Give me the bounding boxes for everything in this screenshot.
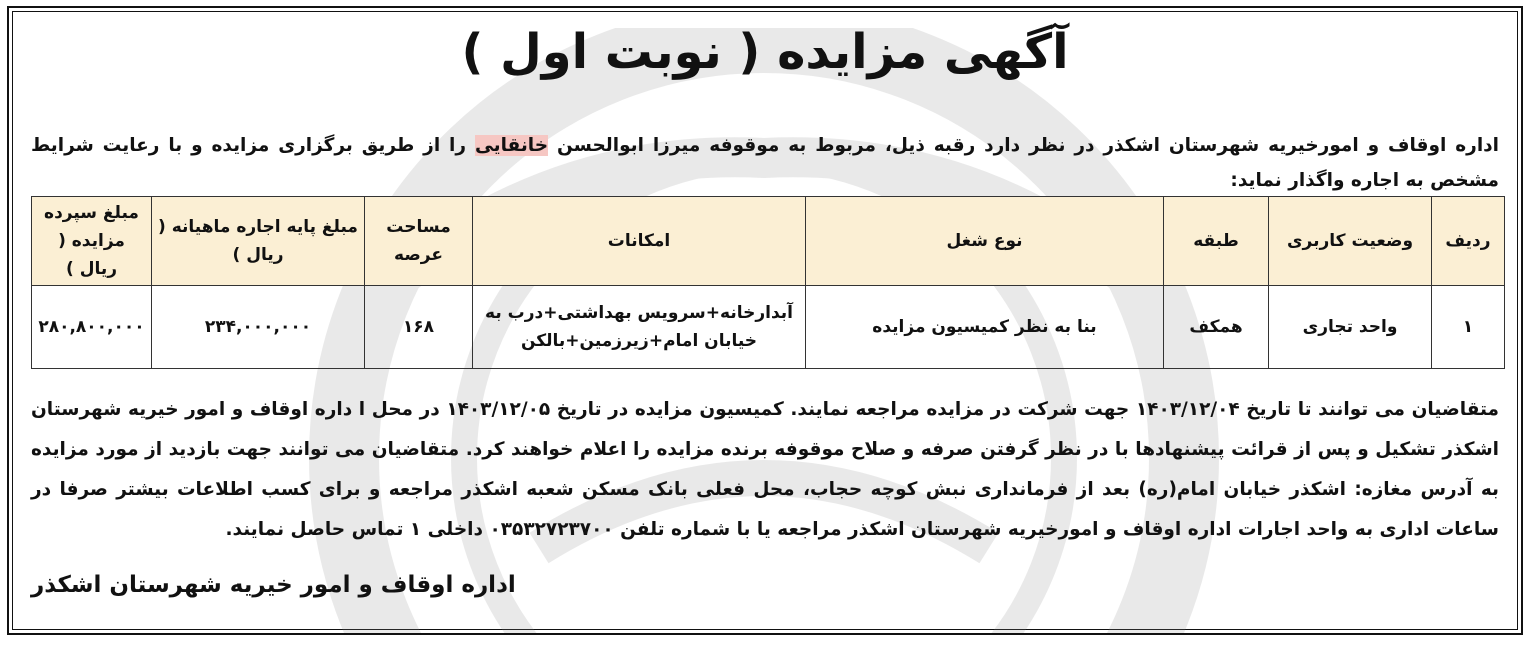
header-area: مساحت عرصه bbox=[365, 197, 473, 286]
cell-base-rent: ۲۳۴,۰۰۰,۰۰۰ bbox=[152, 286, 365, 369]
intro-text-part1: اداره اوقاف و امورخیریه شهرستان اشکذر در نظر دارد رقبه ذیل، مربوط به موقوفه میرزا ابوالحسن bbox=[556, 135, 1499, 156]
header-deposit: مبلغ سپرده مزایده ( ریال ) bbox=[32, 197, 152, 286]
notice-body: متقاضیان می توانند تا تاریخ ۱۴۰۳/۱۲/۰۴ جهت شرکت در مزایده مراجعه نمایند. کمیسیون مزایده در تاریخ ۱۴۰۳/۱۲/۰۵ در محل ا داره اوقاف و امور خیریه شهرستان اشکذر تشکیل و پس از قرائت پیشنهادها با در نظر گرفتن صرفه و صلاح موقوفه برنده مزایده را اعلام خواهند کرد. متقاضیان می توانند جهت بازدید از مورد مزایده به آدرس مغازه: اشکذر خیابان امام(ره) بعد از فرمانداری نبش کوچه حجاب، محل فعلی بانک مسکن شعبه اشکذر مراجعه و برای کسب اطلاعات بیشتر صرفا در ساعات اداری به واحد اجارات اداره اوقاف و امورخیریه شهرستان اشکذر مراجعه یا با شماره تلفن ۰۳۵۳۲۷۲۳۷۰۰ داخلی ۱ تماس حاصل نمایند. bbox=[31, 399, 1500, 540]
intro-highlight: خانقایی bbox=[474, 135, 549, 156]
header-base-rent: مبلغ پایه اجاره ماهیانه ( ریال ) bbox=[152, 197, 365, 286]
header-row-number: ردیف bbox=[1432, 197, 1505, 286]
cell-area: ۱۶۸ bbox=[365, 286, 473, 369]
notice-frame bbox=[7, 6, 1523, 635]
cell-deposit: ۲۸۰,۸۰۰,۰۰۰ bbox=[32, 286, 152, 369]
header-job-type: نوع شغل bbox=[806, 197, 1164, 286]
notice-intro bbox=[31, 128, 1499, 198]
notice-title: آگهی مزایده ( نوبت اول ) bbox=[461, 24, 1069, 80]
notice-signature: اداره اوقاف و امور خیریه شهرستان اشکذر bbox=[31, 572, 516, 598]
header-facilities: امکانات bbox=[473, 197, 806, 286]
intro-text-part2: را از طریق برگزاری مزایده و با رعایت شرایط مشخص به اجاره واگذار نماید: bbox=[31, 135, 1499, 191]
cell-usage-status: واحد تجاری bbox=[1269, 286, 1432, 369]
cell-floor: همکف bbox=[1164, 286, 1269, 369]
cell-facilities: آبدارخانه+سرویس بهداشتی+درب به خیابان امام+زیرزمین+بالکن bbox=[473, 286, 806, 369]
auction-table bbox=[31, 196, 1505, 369]
header-usage-status: وضعیت کاربری bbox=[1269, 197, 1432, 286]
cell-job-type: بنا به نظر کمیسیون مزایده bbox=[806, 286, 1164, 369]
cell-row-number: ۱ bbox=[1432, 286, 1505, 369]
table-row bbox=[32, 286, 1505, 369]
table-header-row bbox=[32, 197, 1505, 286]
header-floor: طبقه bbox=[1164, 197, 1269, 286]
